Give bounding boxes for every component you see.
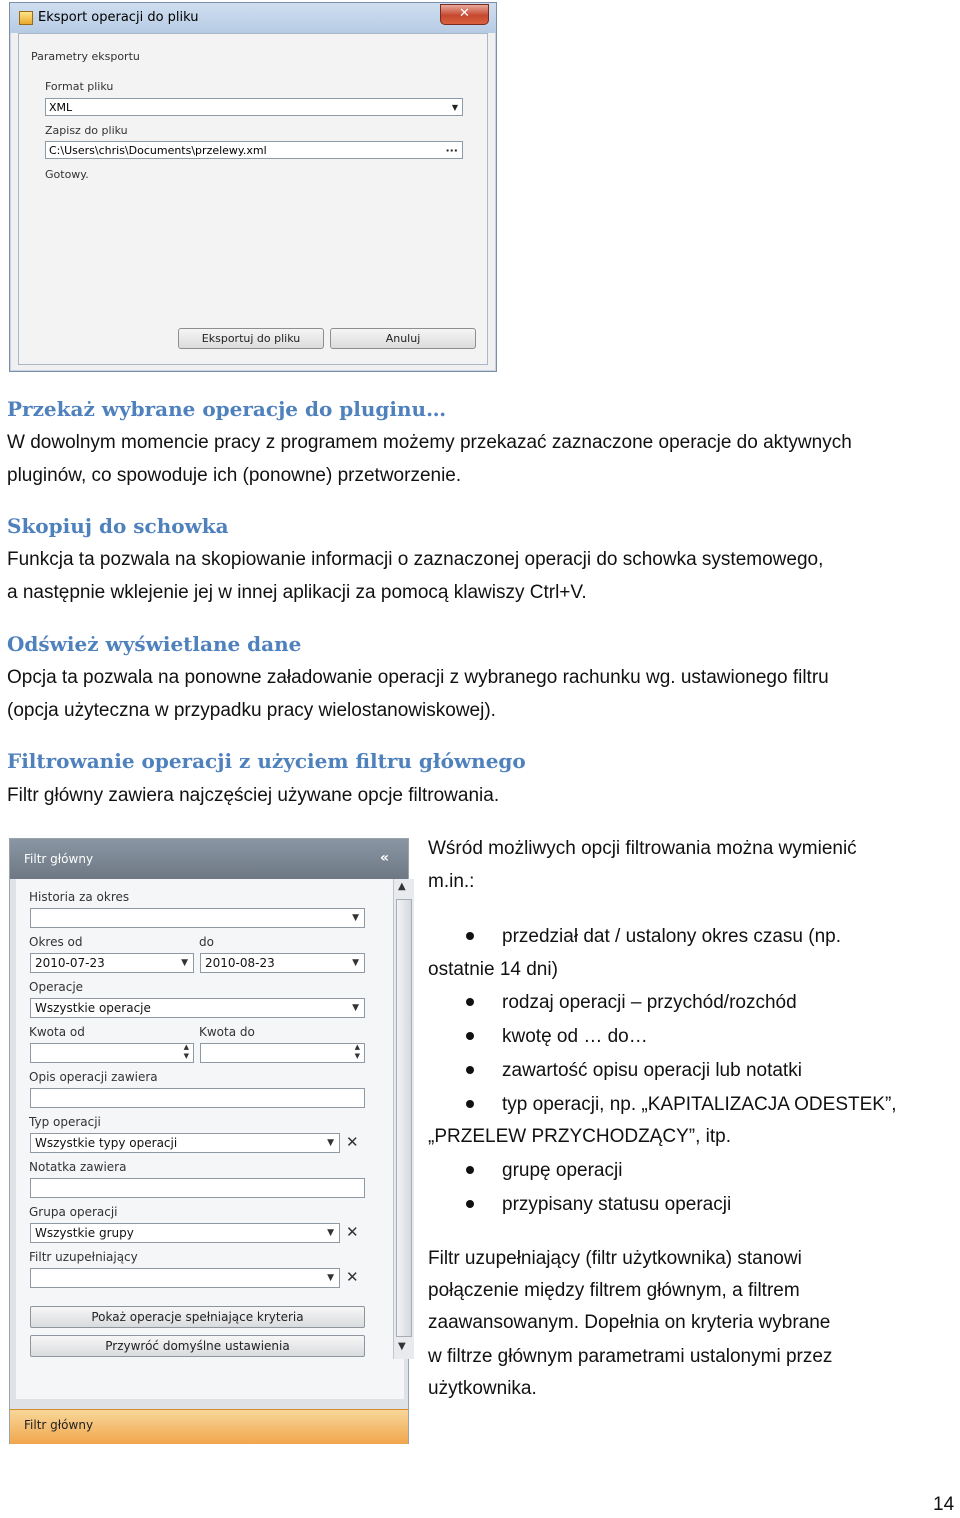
bullet-icon <box>466 1100 474 1108</box>
list-item: przedział dat / ustalony okres czasu (np. <box>502 926 842 947</box>
date-to-label: do <box>199 935 214 949</box>
paragraph-line: W dowolnym momencie pracy z programem możemy przekazać zaznaczone operacje do aktywnych <box>7 432 852 453</box>
paragraph-line: a następnie wklejenie jej w innej aplikacji za pomocą klawiszy Ctrl+V. <box>7 582 587 603</box>
operations-value: Wszystkie operacje <box>35 1001 151 1015</box>
list-item: kwotę od … do… <box>502 1026 648 1047</box>
outro-line: Filtr uzupełniający (filtr użytkownika) stanowi <box>428 1248 802 1269</box>
cancel-button[interactable]: Anuluj <box>330 328 476 349</box>
amount-from-input[interactable] <box>30 1043 194 1063</box>
panel-scrollbar[interactable] <box>393 879 414 1359</box>
export-button[interactable]: Eksportuj do pliku <box>178 328 324 349</box>
amount-to-label: Kwota do <box>199 1025 255 1039</box>
outro-line: zaawansowanym. Dopełnia on kryteria wybrane <box>428 1312 831 1333</box>
heading-refresh-data: Odśwież wyświetlane dane <box>7 632 302 656</box>
chevron-down-icon: ▼ <box>451 103 458 112</box>
heading-main-filter: Filtrowanie operacji z użyciem filtru głównego <box>7 749 526 773</box>
export-params-label: Parametry eksportu <box>31 50 140 63</box>
paragraph-line: Opcja ta pozwala na ponowne załadowanie operacji z wybranego rachunku wg. ustawionego filtru <box>7 667 829 688</box>
spinner-icon[interactable]: ▲ ▼ <box>183 1043 189 1060</box>
list-item: rodzaj operacji – przychód/rozchód <box>502 992 797 1013</box>
chevron-down-icon: ▼ <box>327 1138 334 1148</box>
dialog-body <box>18 33 488 365</box>
group-select[interactable] <box>30 1223 340 1243</box>
dialog-title: Eksport operacji do pliku <box>38 10 199 25</box>
operations-select[interactable] <box>30 998 365 1018</box>
heading-copy-clipboard: Skopiuj do schowka <box>7 514 229 538</box>
type-value: Wszystkie typy operacji <box>35 1136 178 1150</box>
paragraph-line: Filtr główny zawiera najczęściej używane opcje filtrowania. <box>7 785 500 806</box>
list-item-continuation: „PRZELEW PRZYCHODZĄCY”, itp. <box>428 1126 731 1147</box>
date-from-label: Okres od <box>29 935 83 949</box>
format-label: Format pliku <box>45 80 114 93</box>
page-number: 14 <box>933 1494 955 1515</box>
list-item: grupę operacji <box>502 1160 623 1181</box>
scrollbar-thumb[interactable] <box>396 899 412 1337</box>
amount-from-label: Kwota od <box>29 1025 85 1039</box>
bullet-icon <box>466 1166 474 1174</box>
scroll-down-icon[interactable]: ▼ <box>398 1341 406 1352</box>
description-label: Opis operacji zawiera <box>29 1070 158 1084</box>
group-value: Wszystkie grupy <box>35 1226 134 1240</box>
chevron-down-icon: ▼ <box>327 1228 334 1238</box>
show-operations-button[interactable]: Pokaż operacje spełniające kryteria <box>30 1306 365 1328</box>
panel-footer-tab[interactable] <box>10 1409 408 1444</box>
note-input[interactable] <box>30 1178 365 1198</box>
intro-line: Wśród możliwych opcji filtrowania można wymienić <box>428 838 857 859</box>
extra-filter-label: Filtr uzupełniający <box>29 1250 138 1264</box>
save-path-field[interactable] <box>45 141 463 159</box>
status-text: Gotowy. <box>45 168 89 181</box>
save-path-value: C:\Users\chris\Documents\przelewy.xml <box>49 144 267 157</box>
save-to-file-label: Zapisz do pliku <box>45 124 128 137</box>
bullet-icon <box>466 1032 474 1040</box>
clear-icon[interactable]: ✕ <box>346 1223 359 1241</box>
scroll-up-icon[interactable]: ▲ <box>398 881 406 892</box>
chevron-down-icon: ▼ <box>352 1003 359 1013</box>
list-item-continuation: ostatnie 14 dni) <box>428 959 558 980</box>
list-item: przypisany statusu operacji <box>502 1194 732 1215</box>
chevron-down-icon: ▼ <box>352 958 359 968</box>
bullet-icon <box>466 932 474 940</box>
outro-line: połączenie między filtrem głównym, a filtrem <box>428 1280 800 1301</box>
paragraph-line: (opcja użyteczna w przypadku pracy wielostanowiskowej). <box>7 700 496 721</box>
panel-body <box>16 879 404 1399</box>
clear-icon[interactable]: ✕ <box>346 1268 359 1286</box>
app-icon <box>19 11 33 25</box>
main-filter-panel <box>9 838 409 1444</box>
format-value: XML <box>49 101 73 114</box>
bullet-icon <box>466 998 474 1006</box>
description-input[interactable] <box>30 1088 365 1108</box>
operations-label: Operacje <box>29 980 84 994</box>
bullet-icon <box>466 1066 474 1074</box>
date-to-picker[interactable] <box>200 953 365 973</box>
heading-pass-to-plugin: Przekaż wybrane operacje do pluginu… <box>7 397 447 421</box>
chevron-down-icon: ▼ <box>181 958 188 968</box>
restore-defaults-button[interactable]: Przywróć domyślne ustawienia <box>30 1335 365 1357</box>
spinner-icon[interactable]: ▲ ▼ <box>354 1043 360 1060</box>
panel-header <box>10 839 408 879</box>
type-label: Typ operacji <box>29 1115 101 1129</box>
date-from-value: 2010-07-23 <box>35 956 105 970</box>
paragraph-line: Funkcja ta pozwala na skopiowanie informacji o zaznaczonej operacji do schowka systemowego, <box>7 549 824 570</box>
chevron-down-icon: ▼ <box>352 913 359 923</box>
extra-filter-select[interactable] <box>30 1268 340 1288</box>
history-select[interactable] <box>30 908 365 928</box>
browse-icon[interactable]: ··· <box>445 144 458 157</box>
date-from-picker[interactable] <box>30 953 194 973</box>
list-item: zawartość opisu operacji lub notatki <box>502 1060 802 1081</box>
dialog-title-bar <box>10 3 496 33</box>
date-to-value: 2010-08-23 <box>205 956 275 970</box>
amount-to-input[interactable] <box>200 1043 365 1063</box>
paragraph-line: pluginów, co spowoduje ich (ponowne) przetworzenie. <box>7 465 462 486</box>
outro-line: użytkownika. <box>428 1378 537 1399</box>
list-item: typ operacji, np. „KAPITALIZACJA ODESTEK”, <box>502 1094 897 1115</box>
note-label: Notatka zawiera <box>29 1160 127 1174</box>
type-select[interactable] <box>30 1133 340 1153</box>
panel-title: Filtr główny <box>24 852 94 866</box>
group-label: Grupa operacji <box>29 1205 118 1219</box>
outro-line: w filtrze głównym parametrami ustalonymi przez <box>428 1346 833 1367</box>
close-icon[interactable]: ✕ <box>440 4 489 25</box>
panel-footer-label: Filtr główny <box>24 1418 94 1432</box>
intro-line: m.in.: <box>428 871 475 892</box>
collapse-icon[interactable]: « <box>380 850 390 866</box>
format-select[interactable] <box>45 98 463 116</box>
chevron-down-icon: ▼ <box>327 1273 334 1283</box>
bullet-icon <box>466 1200 474 1208</box>
history-label: Historia za okres <box>29 890 130 904</box>
export-dialog <box>9 2 497 372</box>
clear-icon[interactable]: ✕ <box>346 1133 359 1151</box>
